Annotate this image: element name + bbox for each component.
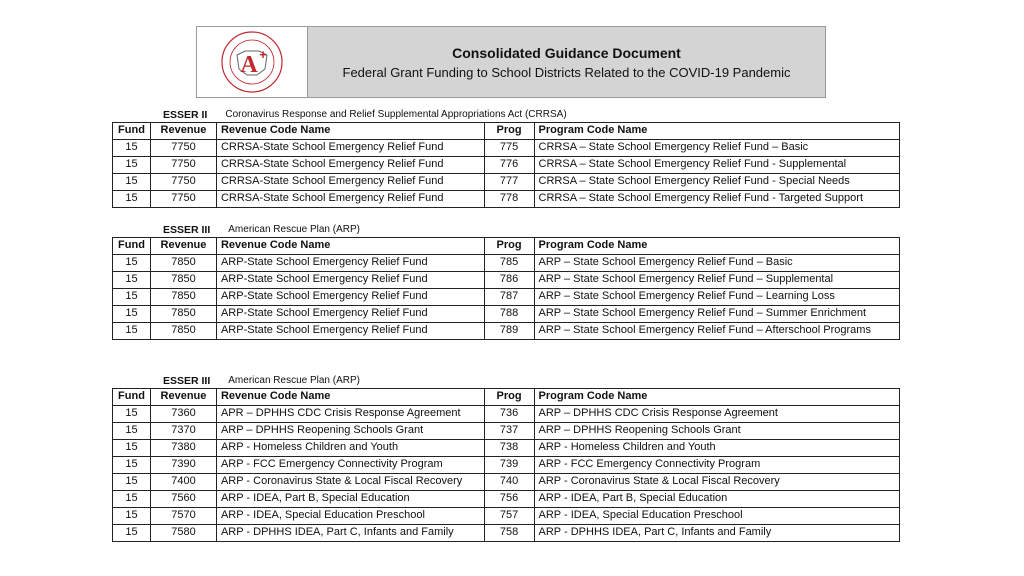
table-esser-iii-b (112, 388, 900, 542)
prog-cell: 787 (484, 289, 534, 306)
table-row (113, 272, 900, 289)
revenue-name-cell: ARP - DPHHS IDEA, Part C, Infants and Family (216, 525, 484, 542)
document-header (196, 26, 826, 98)
section-act: Coronavirus Response and Relief Supplemental Appropriations Act (CRRSA) (225, 109, 567, 120)
revenue-cell: 7850 (150, 255, 216, 272)
revenue-cell: 7560 (150, 491, 216, 508)
col-revenue-name: Revenue Code Name (216, 389, 484, 406)
program-name-cell: ARP – State School Emergency Relief Fund – Summer Enrichment (534, 306, 899, 323)
prog-cell: 788 (484, 306, 534, 323)
prog-cell: 778 (484, 191, 534, 208)
table-row (113, 440, 900, 457)
prog-cell: 776 (484, 157, 534, 174)
prog-cell: 775 (484, 140, 534, 157)
fund-cell: 15 (113, 306, 151, 323)
program-name-cell: ARP - IDEA, Special Education Preschool (534, 508, 899, 525)
fund-cell: 15 (113, 140, 151, 157)
program-name-cell: ARP - Homeless Children and Youth (534, 440, 899, 457)
prog-cell: 740 (484, 474, 534, 491)
col-program-name: Program Code Name (534, 123, 899, 140)
revenue-cell: 7380 (150, 440, 216, 457)
revenue-cell: 7850 (150, 272, 216, 289)
prog-cell: 785 (484, 255, 534, 272)
revenue-cell: 7750 (150, 174, 216, 191)
table-row (113, 191, 900, 208)
fund-cell: 15 (113, 323, 151, 340)
col-revenue-name: Revenue Code Name (216, 238, 484, 255)
revenue-name-cell: ARP - FCC Emergency Connectivity Program (216, 457, 484, 474)
document-subtitle: Federal Grant Funding to School Districts Related to the COVID-19 Pandemic (342, 64, 791, 80)
table-row (113, 306, 900, 323)
revenue-cell: 7750 (150, 140, 216, 157)
opi-logo (197, 27, 308, 97)
fund-cell: 15 (113, 255, 151, 272)
svg-text:+: + (259, 47, 267, 62)
revenue-name-cell: ARP-State School Emergency Relief Fund (216, 272, 484, 289)
prog-cell: 777 (484, 174, 534, 191)
table-header-row (113, 123, 900, 140)
fund-cell: 15 (113, 423, 151, 440)
table-row (113, 423, 900, 440)
revenue-cell: 7580 (150, 525, 216, 542)
program-name-cell: CRRSA – State School Emergency Relief Fund - Special Needs (534, 174, 899, 191)
fund-cell: 15 (113, 174, 151, 191)
program-name-cell: CRRSA – State School Emergency Relief Fund - Targeted Support (534, 191, 899, 208)
program-name-cell: ARP – State School Emergency Relief Fund – Supplemental (534, 272, 899, 289)
col-fund: Fund (113, 389, 151, 406)
col-fund: Fund (113, 123, 151, 140)
prog-cell: 758 (484, 525, 534, 542)
table-header-row (113, 238, 900, 255)
prog-cell: 756 (484, 491, 534, 508)
revenue-name-cell: ARP - IDEA, Special Education Preschool (216, 508, 484, 525)
table-esser-iii-a (112, 237, 900, 340)
program-name-cell: ARP – State School Emergency Relief Fund – Afterschool Programs (534, 323, 899, 340)
section-code: ESSER II (163, 109, 208, 121)
table-row (113, 255, 900, 272)
fund-cell: 15 (113, 491, 151, 508)
revenue-name-cell: ARP-State School Emergency Relief Fund (216, 255, 484, 272)
revenue-name-cell: CRRSA-State School Emergency Relief Fund (216, 174, 484, 191)
revenue-name-cell: ARP-State School Emergency Relief Fund (216, 289, 484, 306)
revenue-cell: 7750 (150, 191, 216, 208)
prog-cell: 789 (484, 323, 534, 340)
section-label-esser-ii (163, 109, 567, 121)
program-name-cell: ARP – State School Emergency Relief Fund – Basic (534, 255, 899, 272)
program-name-cell: ARP - Coronavirus State & Local Fiscal Recovery (534, 474, 899, 491)
revenue-cell: 7360 (150, 406, 216, 423)
revenue-name-cell: ARP - IDEA, Part B, Special Education (216, 491, 484, 508)
program-name-cell: ARP - DPHHS IDEA, Part C, Infants and Family (534, 525, 899, 542)
revenue-cell: 7850 (150, 323, 216, 340)
revenue-name-cell: CRRSA-State School Emergency Relief Fund (216, 140, 484, 157)
col-program-name: Program Code Name (534, 238, 899, 255)
fund-cell: 15 (113, 157, 151, 174)
section-act: American Rescue Plan (ARP) (228, 224, 360, 235)
revenue-cell: 7400 (150, 474, 216, 491)
revenue-name-cell: CRRSA-State School Emergency Relief Fund (216, 157, 484, 174)
fund-cell: 15 (113, 474, 151, 491)
svg-text:A: A (240, 52, 258, 78)
program-name-cell: ARP – DPHHS CDC Crisis Response Agreement (534, 406, 899, 423)
revenue-name-cell: ARP-State School Emergency Relief Fund (216, 323, 484, 340)
fund-cell: 15 (113, 289, 151, 306)
revenue-cell: 7850 (150, 306, 216, 323)
table-row (113, 474, 900, 491)
table-header-row (113, 389, 900, 406)
section-code: ESSER III (163, 375, 211, 387)
col-prog: Prog (484, 389, 534, 406)
section-label-esser-iii (163, 224, 360, 236)
revenue-name-cell: ARP – DPHHS Reopening Schools Grant (216, 423, 484, 440)
fund-cell: 15 (113, 457, 151, 474)
revenue-cell: 7850 (150, 289, 216, 306)
prog-cell: 786 (484, 272, 534, 289)
prog-cell: 757 (484, 508, 534, 525)
col-revenue: Revenue (150, 123, 216, 140)
col-prog: Prog (484, 238, 534, 255)
fund-cell: 15 (113, 525, 151, 542)
table-row (113, 491, 900, 508)
program-name-cell: ARP – DPHHS Reopening Schools Grant (534, 423, 899, 440)
col-revenue: Revenue (150, 238, 216, 255)
section-code: ESSER III (163, 224, 211, 236)
revenue-name-cell: ARP - Coronavirus State & Local Fiscal Recovery (216, 474, 484, 491)
prog-cell: 737 (484, 423, 534, 440)
revenue-name-cell: ARP - Homeless Children and Youth (216, 440, 484, 457)
opi-seal-icon (213, 29, 291, 95)
program-name-cell: ARP – State School Emergency Relief Fund – Learning Loss (534, 289, 899, 306)
prog-cell: 736 (484, 406, 534, 423)
col-program-name: Program Code Name (534, 389, 899, 406)
revenue-cell: 7750 (150, 157, 216, 174)
revenue-name-cell: ARP-State School Emergency Relief Fund (216, 306, 484, 323)
col-revenue: Revenue (150, 389, 216, 406)
table-row (113, 157, 900, 174)
section-label-esser-iii-2 (163, 375, 360, 387)
revenue-cell: 7370 (150, 423, 216, 440)
revenue-name-cell: APR – DPHHS CDC Crisis Response Agreement (216, 406, 484, 423)
col-prog: Prog (484, 123, 534, 140)
table-row (113, 174, 900, 191)
prog-cell: 739 (484, 457, 534, 474)
table-row (113, 323, 900, 340)
program-name-cell: ARP - IDEA, Part B, Special Education (534, 491, 899, 508)
table-row (113, 140, 900, 157)
revenue-name-cell: CRRSA-State School Emergency Relief Fund (216, 191, 484, 208)
program-name-cell: CRRSA – State School Emergency Relief Fund – Basic (534, 140, 899, 157)
col-revenue-name: Revenue Code Name (216, 123, 484, 140)
table-row (113, 525, 900, 542)
section-act: American Rescue Plan (ARP) (228, 375, 360, 386)
fund-cell: 15 (113, 440, 151, 457)
prog-cell: 738 (484, 440, 534, 457)
table-row (113, 457, 900, 474)
table-row (113, 289, 900, 306)
col-fund: Fund (113, 238, 151, 255)
fund-cell: 15 (113, 508, 151, 525)
table-esser-ii (112, 122, 900, 208)
title-panel (308, 27, 825, 97)
revenue-cell: 7570 (150, 508, 216, 525)
fund-cell: 15 (113, 272, 151, 289)
program-name-cell: CRRSA – State School Emergency Relief Fund - Supplemental (534, 157, 899, 174)
revenue-cell: 7390 (150, 457, 216, 474)
table-row (113, 406, 900, 423)
fund-cell: 15 (113, 191, 151, 208)
program-name-cell: ARP - FCC Emergency Connectivity Program (534, 457, 899, 474)
document-title: Consolidated Guidance Document (452, 44, 681, 61)
table-row (113, 508, 900, 525)
fund-cell: 15 (113, 406, 151, 423)
